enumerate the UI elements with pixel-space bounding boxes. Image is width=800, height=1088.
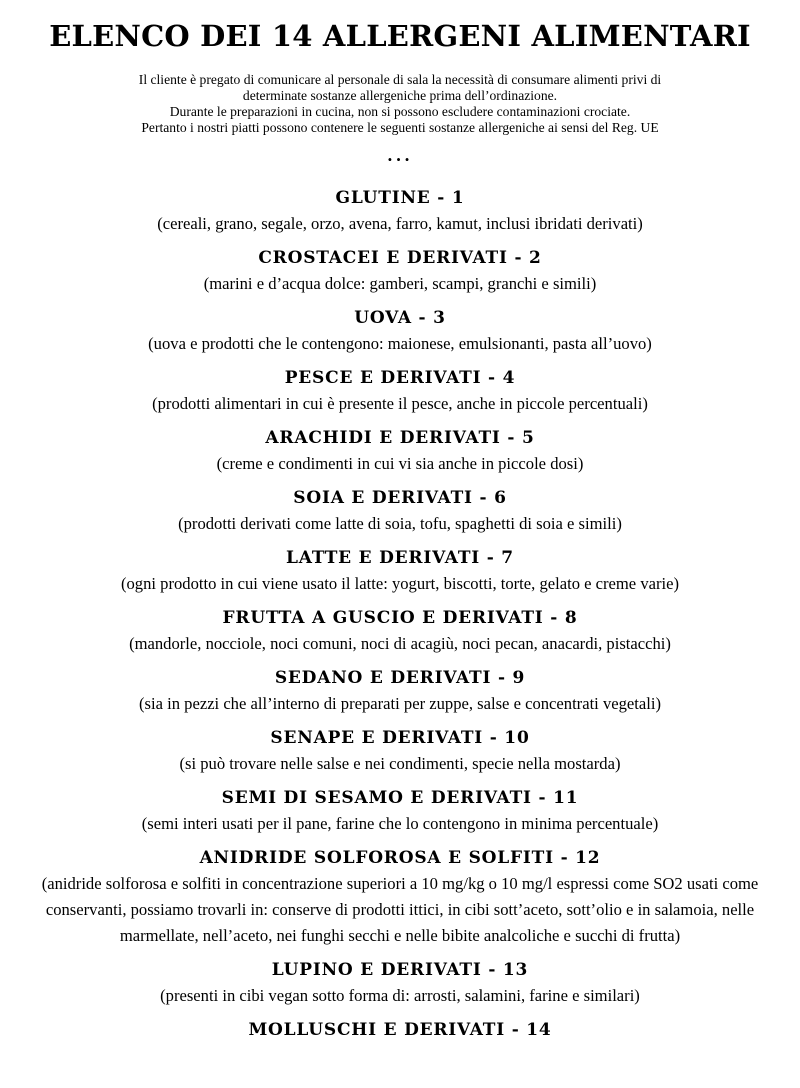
allergen-description: (uova e prodotti che le contengono: maionese, emulsionanti, pasta all’uovo): [148, 334, 652, 353]
allergen-name: MOLLUSCHI E DERIVATI - 14: [248, 1020, 552, 1040]
allergen-description: (prodotti alimentari in cui è presente il pesce, anche in piccole percentuali): [152, 394, 648, 413]
allergen-list: [0, 179, 800, 1043]
allergen-description: (creme e condimenti in cui vi sia anche in piccole dosi): [216, 454, 584, 473]
page-title: ELENCO DEI 14 ALLERGENI ALIMENTARI: [49, 19, 751, 53]
allergen-description: (semi interi usati per il pane, farine che lo contengono in minima percentuale): [141, 814, 659, 833]
intro-line: Pertanto i nostri piatti possono contenere le seguenti sostanze allergeniche ai sensi del Reg. UE: [141, 120, 659, 135]
allergen-description: (marini e d’acqua dolce: gamberi, scampi, granchi e simili): [203, 274, 597, 293]
allergen-description: (mandorle, nocciole, noci comuni, noci di acagiù, noci pecan, anacardi, pistacchi): [129, 634, 671, 653]
allergen-name: ARACHIDI E DERIVATI - 5: [265, 428, 535, 448]
allergen-name: FRUTTA A GUSCIO E DERIVATI - 8: [222, 608, 578, 628]
allergen-name: PESCE E DERIVATI - 4: [284, 368, 516, 388]
allergen-description: (ogni prodotto in cui viene usato il latte: yogurt, biscotti, torte, gelato e creme varie): [120, 574, 680, 593]
allergen-description: (presenti in cibi vegan sotto forma di: arrosti, salamini, farine e similari): [160, 986, 640, 1005]
allergen-item: [0, 479, 800, 539]
allergen-item: [0, 179, 800, 239]
intro-notice: [50, 72, 750, 136]
allergen-name: SEDANO E DERIVATI - 9: [274, 668, 526, 688]
allergen-item: [0, 599, 800, 659]
intro-line: Il cliente è pregato di comunicare al personale di sala la necessità di consumare alimenti privi di: [138, 72, 662, 87]
allergen-name: UOVA - 3: [354, 308, 446, 328]
allergen-item: [0, 299, 800, 359]
intro-line: Durante le preparazioni in cucina, non si possono escludere contaminazioni crociate.: [169, 104, 631, 119]
allergen-item: [0, 951, 800, 1011]
allergen-item: [0, 539, 800, 599]
allergen-name: SENAPE E DERIVATI - 10: [270, 728, 530, 748]
intro-line: determinate sostanze allergeniche prima dell’ordinazione.: [242, 88, 558, 103]
allergen-item: [0, 419, 800, 479]
allergen-name: LATTE E DERIVATI - 7: [286, 548, 514, 568]
allergen-name: SOIA E DERIVATI - 6: [293, 488, 507, 508]
allergen-item: [0, 719, 800, 779]
allergen-item: [0, 359, 800, 419]
allergen-name: LUPINO E DERIVATI - 13: [271, 960, 529, 980]
allergen-name: GLUTINE - 1: [335, 188, 465, 208]
allergen-description: (prodotti derivati come latte di soia, tofu, spaghetti di soia e simili): [178, 514, 622, 533]
allergen-item: [0, 1011, 800, 1043]
allergen-item: [0, 839, 800, 951]
allergen-item: [0, 239, 800, 299]
allergen-item: [0, 779, 800, 839]
separator: ...: [387, 146, 413, 165]
allergen-description: (cereali, grano, segale, orzo, avena, farro, kamut, inclusi ibridati derivati): [157, 214, 643, 233]
allergen-name: CROSTACEI E DERIVATI - 2: [258, 248, 542, 268]
allergen-name: SEMI DI SESAMO E DERIVATI - 11: [221, 788, 579, 808]
allergen-name: ANIDRIDE SOLFOROSA E SOLFITI - 12: [199, 848, 601, 868]
allergen-description: (si può trovare nelle salse e nei condimenti, specie nella mostarda): [179, 754, 621, 773]
allergen-description: (anidride solforosa e solfiti in concentrazione superiori a 10 mg/kg o 10 mg/l espressi come SO2 usati come conservanti, possiamo trovarli in: conserve di prodotti ittici, in cibi sott’aceto, sott’olio e in salamoia, nelle marmellate, nell’aceto, nei funghi secchi e nelle bibite analcoliche e succhi di frutta): [41, 874, 759, 945]
allergen-description: (sia in pezzi che all’interno di preparati per zuppe, salse e concentrati vegetali): [139, 694, 661, 713]
allergen-item: [0, 659, 800, 719]
